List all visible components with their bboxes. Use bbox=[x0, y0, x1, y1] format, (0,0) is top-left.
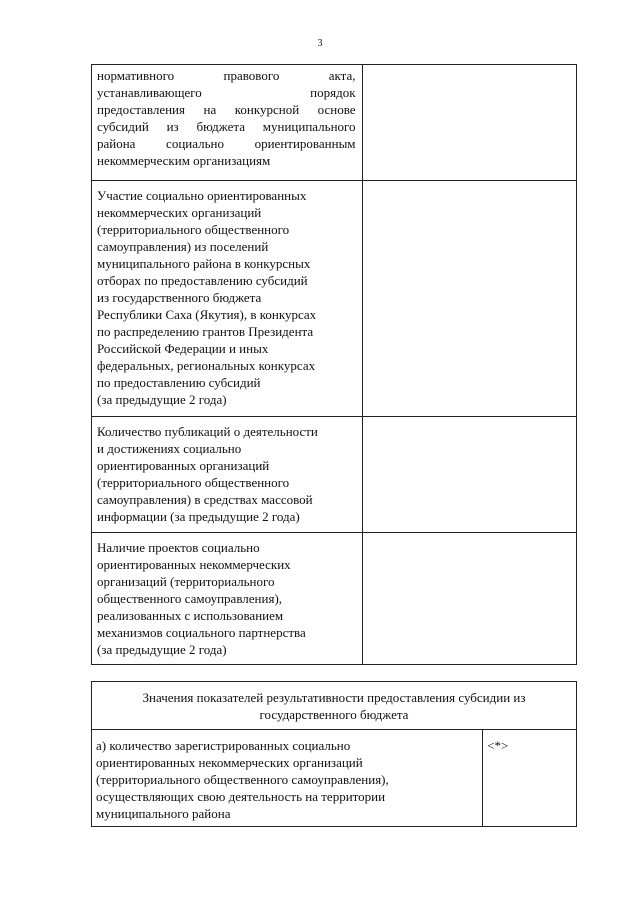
criterion-line: из государственного бюджета bbox=[97, 290, 262, 305]
criterion-line: устанавливающего порядок bbox=[97, 85, 356, 100]
criterion-cell bbox=[92, 181, 363, 417]
criterion-cell bbox=[92, 417, 363, 533]
criterion-line: (территориального общественного bbox=[97, 222, 290, 237]
indicator-line: ориентированных некоммерческих организаций bbox=[96, 755, 363, 770]
indicators-header bbox=[92, 682, 577, 730]
criterion-line: информации (за предыдущие 2 года) bbox=[97, 509, 300, 524]
table-row bbox=[92, 65, 577, 181]
criterion-line: механизмов социального партнерства bbox=[97, 625, 306, 640]
criterion-line: некоммерческих организаций bbox=[97, 205, 262, 220]
indicator-line: осуществляющих свою деятельность на территории bbox=[96, 789, 386, 804]
indicator-line: (территориального общественного самоуправления), bbox=[96, 772, 389, 787]
criterion-line: Республики Саха (Якутия), в конкурсах bbox=[97, 307, 317, 322]
criterion-line: по распределению грантов Президента bbox=[97, 324, 314, 339]
header-line: Значения показателей результативности предоставления субсидии из bbox=[142, 690, 526, 705]
criterion-line: организаций (территориального bbox=[97, 574, 275, 589]
criterion-line: самоуправления) в средствах массовой bbox=[97, 492, 313, 507]
criterion-line: ориентированных некоммерческих bbox=[97, 557, 291, 572]
criterion-line: реализованных с использованием bbox=[97, 608, 284, 623]
indicator-cell bbox=[92, 730, 483, 827]
criterion-line: по предоставлению субсидий bbox=[97, 375, 261, 390]
criterion-cell bbox=[92, 65, 363, 181]
indicator-line: а) количество зарегистрированных социально bbox=[96, 738, 351, 753]
header-line: государственного бюджета bbox=[259, 707, 409, 722]
page-number: 3 bbox=[317, 38, 323, 49]
table-row bbox=[92, 417, 577, 533]
criterion-line: нормативного правового акта, bbox=[97, 68, 356, 83]
criterion-line: (территориального общественного bbox=[97, 475, 290, 490]
indicators-table bbox=[91, 681, 577, 827]
criterion-line: общественного самоуправления), bbox=[97, 591, 283, 606]
criterion-line: (за предыдущие 2 года) bbox=[97, 642, 227, 657]
criterion-line: муниципального района в конкурсных bbox=[97, 256, 311, 271]
criterion-line: Российской Федерации и иных bbox=[97, 341, 269, 356]
value-cell bbox=[362, 417, 576, 533]
value-cell bbox=[362, 65, 576, 181]
criterion-line: и достижениях социально bbox=[97, 441, 242, 456]
indicators-header-row bbox=[92, 682, 577, 730]
table-row bbox=[92, 730, 577, 827]
table-row bbox=[92, 533, 577, 665]
table-row bbox=[92, 181, 577, 417]
criterion-line: федеральных, региональных конкурсах bbox=[97, 358, 316, 373]
criteria-table bbox=[91, 64, 577, 665]
criterion-cell bbox=[92, 533, 363, 665]
criterion-line: некоммерческим организациям bbox=[97, 153, 271, 168]
indicator-line: муниципального района bbox=[96, 806, 231, 821]
criterion-line: самоуправления) из поселений bbox=[97, 239, 269, 254]
value-cell bbox=[362, 181, 576, 417]
criterion-line: предоставления на конкурсной основе bbox=[97, 102, 356, 117]
criterion-line: Участие социально ориентированных bbox=[97, 188, 307, 203]
criterion-line: Количество публикаций о деятельности bbox=[97, 424, 318, 439]
criterion-line: субсидий из бюджета муниципального bbox=[97, 119, 356, 134]
criterion-line: отборах по предоставлению субсидий bbox=[97, 273, 308, 288]
indicator-value: <*> bbox=[483, 730, 577, 827]
criterion-line: района социально ориентированным bbox=[97, 136, 356, 151]
criterion-line: ориентированных организаций bbox=[97, 458, 270, 473]
criterion-line: (за предыдущие 2 года) bbox=[97, 392, 227, 407]
criterion-line: Наличие проектов социально bbox=[97, 540, 260, 555]
value-cell bbox=[362, 533, 576, 665]
